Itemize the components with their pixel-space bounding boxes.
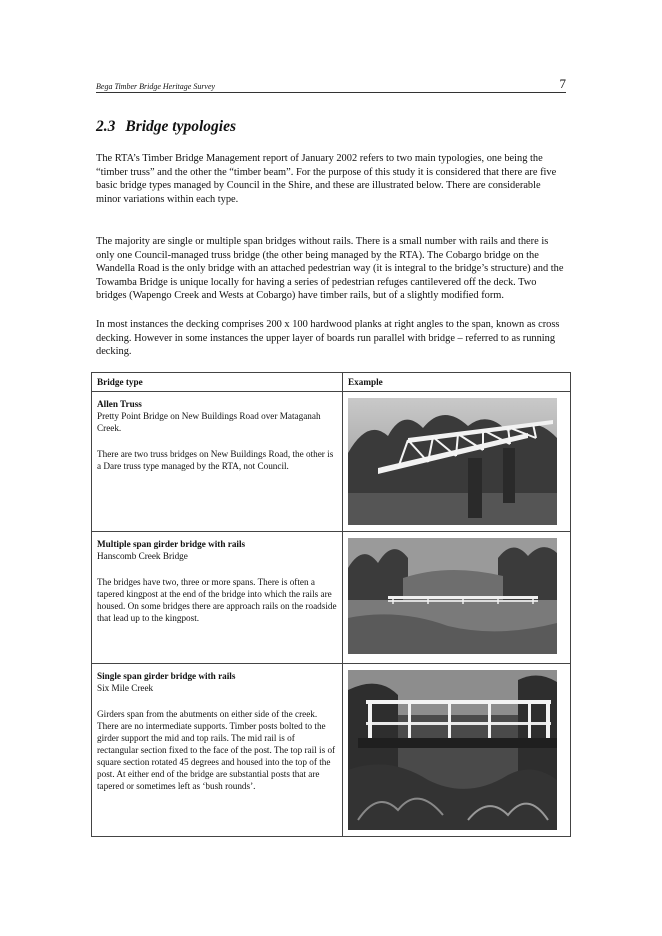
section-heading bbox=[96, 118, 236, 136]
bridge-type-cell bbox=[92, 532, 343, 664]
table-row bbox=[92, 532, 571, 664]
column-header-example: Example bbox=[343, 373, 571, 392]
example-photo-cell bbox=[343, 664, 571, 837]
bridge-type-name: Allen Truss bbox=[97, 399, 142, 409]
column-header-bridge-type: Bridge type bbox=[92, 373, 343, 392]
bridge-type-description: There are two truss bridges on New Buildings Road, the other is a Dare truss type managed by the RTA, not Council. bbox=[97, 449, 334, 471]
paragraph-typologies: The RTA’s Timber Bridge Management report of January 2002 refers to two main typologies, one being the “timber truss” and the other the “timber beam”. For the purpose of this study it is considered that there are five basic bridge types managed by Council in the Shire, and these are illustrated below. There are considerable minor variations within each type. bbox=[96, 153, 557, 205]
example-photo-cell bbox=[343, 392, 571, 532]
bridge-example-name: Six Mile Creek bbox=[97, 683, 154, 693]
page-header bbox=[96, 78, 566, 93]
section-number: 2.3 bbox=[96, 118, 116, 135]
truss-bridge-photo bbox=[348, 398, 557, 525]
table-row bbox=[92, 664, 571, 837]
bridge-example-name: Hanscomb Creek Bridge bbox=[97, 551, 188, 561]
bridge-types-table bbox=[91, 372, 571, 837]
paragraph-majority: The majority are single or multiple span bridges without rails. There is a small number with rails and there is only one Council-managed truss bridge (the other being managed by the RTA). The Cobargo bridge on the Wandella Road is the only bridge with an attached pedestrian way (it is integral to the bridge’s structure) and the Towamba Bridge is unique locally for having a series of pedestrian refuges cantilevered off the deck. Two bridges (Wapengo Creek and Wests at Cobargo) have timber rails, but of a slightly modified form. bbox=[96, 236, 564, 302]
bridge-type-description: The bridges have two, three or more spans. There is often a tapered kingpost at the end of the bridge into which the rails are housed. On some bridges there are approach rails on the roadside that lead up to the kingpost. bbox=[97, 577, 337, 623]
bridge-example-name: Pretty Point Bridge on New Buildings Road over Mataganah Creek. bbox=[97, 411, 321, 433]
example-photo-cell bbox=[343, 532, 571, 664]
bridge-type-description: Girders span from the abutments on either side of the creek. There are no intermediate supports. Timber posts bolted to the girder support the mid and top rails. The mid rail is of rectangular section fixed to the face of the post. The top rail is of square section rotated 45 degrees and housed into the top of the post. At either end of the bridge are substantial posts that are tapered or sometimes left as ‘bush rounds’. bbox=[97, 709, 336, 791]
table-header-row bbox=[92, 373, 571, 392]
page-number: 7 bbox=[559, 76, 566, 91]
bridge-type-cell bbox=[92, 664, 343, 837]
bridge-type-name: Multiple span girder bridge with rails bbox=[97, 539, 246, 549]
section-title: Bridge typologies bbox=[125, 118, 237, 135]
bridge-type-cell bbox=[92, 392, 343, 532]
single-span-bridge-photo bbox=[348, 670, 557, 830]
bridge-type-name: Single span girder bridge with rails bbox=[97, 671, 236, 681]
table-row bbox=[92, 392, 571, 532]
multi-span-bridge-photo bbox=[348, 538, 557, 654]
paragraph-decking: In most instances the decking comprises 200 x 100 hardwood planks at right angles to the span, known as cross decking. However in some instances the upper layer of boards run parallel with bridge – referred to as running decking. bbox=[96, 319, 560, 358]
running-title: Bega Timber Bridge Heritage Survey bbox=[96, 82, 216, 91]
